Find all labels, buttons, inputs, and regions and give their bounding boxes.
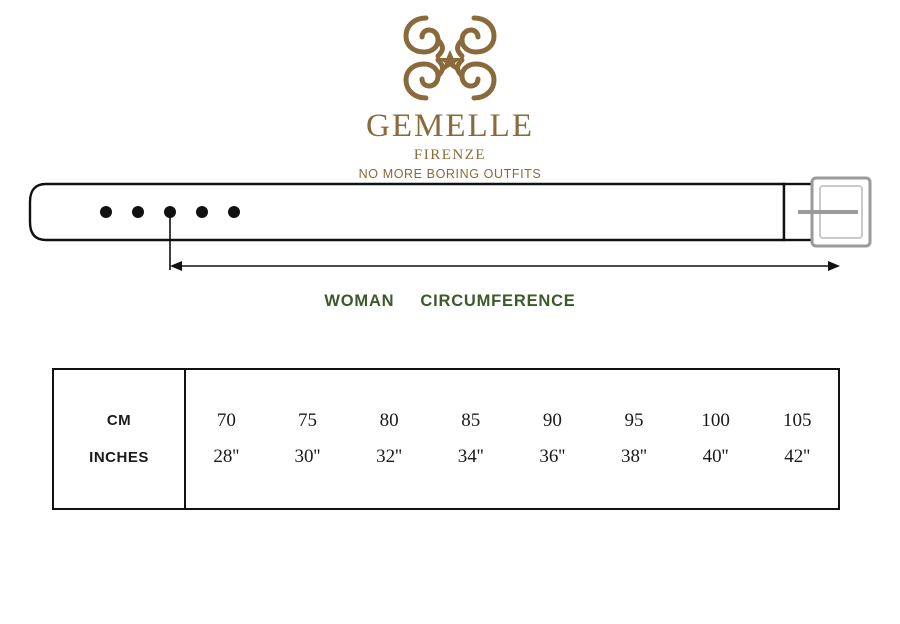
cell-cm-3: 85 xyxy=(461,409,481,431)
caption-woman: WOMAN xyxy=(324,292,395,310)
belt-diagram xyxy=(28,176,872,296)
spacer-label-cell xyxy=(54,370,185,402)
row-label-cm: CM xyxy=(54,402,185,439)
cell-cm-0: 70 xyxy=(216,409,236,431)
cell-cm-1: 75 xyxy=(297,409,317,431)
cell-in-5: 38'' xyxy=(621,446,647,468)
cell-in-2: 32'' xyxy=(376,446,402,468)
brand-block xyxy=(0,8,900,181)
cell-in-0: 28'' xyxy=(213,446,240,468)
cell-cm-7: 105 xyxy=(782,409,812,431)
cell-cm-5: 95 xyxy=(624,409,644,431)
caption-circumference: CIRCUMFERENCE xyxy=(420,292,576,310)
brand-city: FIRENZE xyxy=(413,147,487,163)
cell-cm-2: 80 xyxy=(379,409,399,431)
cell-in-4: 36'' xyxy=(539,446,566,468)
ornate-monogram-icon xyxy=(390,8,510,108)
row-label-inches: INCHES xyxy=(54,439,185,476)
table-row xyxy=(54,439,838,476)
spacer-cell-bottom xyxy=(185,476,838,508)
belt-illustration xyxy=(28,176,872,296)
cell-cm-4: 90 xyxy=(542,409,562,431)
size-table-container xyxy=(52,368,840,510)
table-spacer-row xyxy=(54,370,838,402)
diagram-caption xyxy=(0,292,900,311)
cell-in-1: 30'' xyxy=(294,446,321,468)
cell-cm-6: 100 xyxy=(701,409,730,431)
spacer-cell xyxy=(185,370,838,402)
brand-tagline: NO MORE BORING OUTFITS xyxy=(358,167,542,181)
table-spacer-row xyxy=(54,476,838,508)
table-row xyxy=(54,402,838,439)
cell-in-7: 42'' xyxy=(784,446,811,468)
cell-in-3: 34'' xyxy=(457,446,484,468)
cell-in-6: 40'' xyxy=(702,446,729,468)
size-table xyxy=(54,370,838,508)
spacer-label-cell-bottom xyxy=(54,476,185,508)
brand-name: GEMELLE xyxy=(366,108,534,144)
